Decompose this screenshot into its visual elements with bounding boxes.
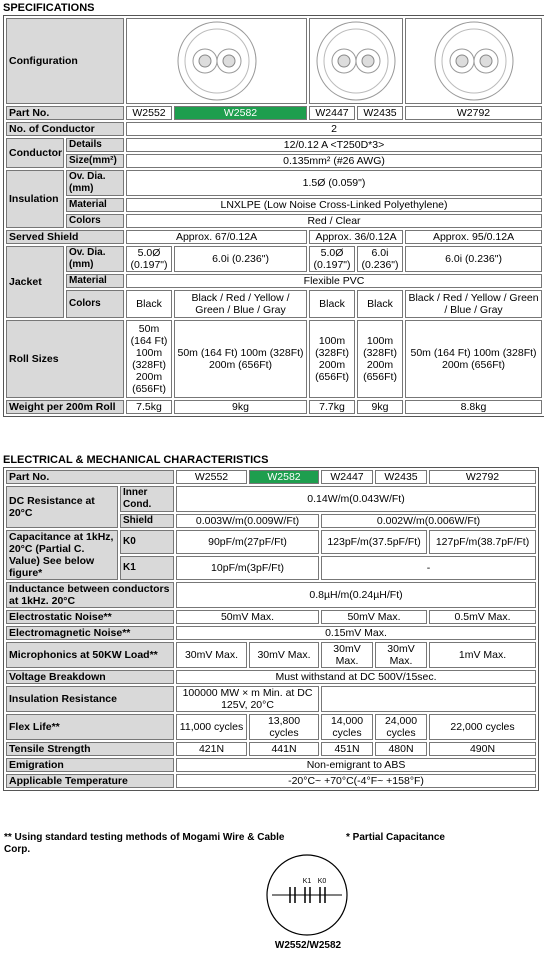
weight-value: 7.7kg xyxy=(309,400,355,414)
no-of-conductor-value: 2 xyxy=(126,122,542,136)
weight-value: 7.5kg xyxy=(126,400,172,414)
jacket-ov-dia: 6.0i (0.236") xyxy=(405,246,542,272)
voltage-breakdown-label: Voltage Breakdown xyxy=(6,670,174,684)
partial-capacitance-note: * Partial Capacitance xyxy=(346,832,445,843)
microphonics-value: 30mV Max. xyxy=(321,642,373,668)
jacket-ov-dia: 6.0i (0.236") xyxy=(174,246,307,272)
ov-dia-label: Ov. Dia. (mm) xyxy=(66,170,124,196)
inner-cond-label: Inner Cond. xyxy=(120,486,174,512)
tensile-strength-value: 421N xyxy=(176,742,247,756)
part-no-highlighted: W2582 xyxy=(174,106,307,120)
weight-value: 9kg xyxy=(357,400,403,414)
part-no: W2552 xyxy=(126,106,172,120)
electrostatic-noise-value: 50mV Max. xyxy=(321,610,427,624)
applicable-temperature-value: -20°C~ +70°C(-4°F~ +158°F) xyxy=(176,774,536,788)
flex-life-value: 11,000 cycles xyxy=(176,714,247,740)
cable-cross-section-image xyxy=(309,18,403,104)
jacket-colors: Black xyxy=(309,290,355,318)
tensile-strength-value: 480N xyxy=(375,742,427,756)
jacket-material: Flexible PVC xyxy=(126,274,542,288)
capacitance-diagram xyxy=(262,852,352,938)
capacitance-label: Capacitance at 1kHz, 20°C (Partial C. Value) See below figure* xyxy=(6,530,118,580)
insulation-material: LNXLPE (Low Noise Cross-Linked Polyethylene) xyxy=(126,198,542,212)
part-no-label: Part No. xyxy=(6,470,174,484)
part-no: W2435 xyxy=(357,106,403,120)
configuration-label: Configuration xyxy=(6,18,124,104)
tensile-strength-value: 490N xyxy=(429,742,536,756)
served-shield-label: Served Shield xyxy=(6,230,124,244)
colors-label: Colors xyxy=(66,214,124,228)
shield-label: Shield xyxy=(120,514,174,528)
jacket-ov-dia: 5.0Ø (0.197") xyxy=(126,246,172,272)
cable-cross-section-image xyxy=(405,18,542,104)
emigration-label: Emigration xyxy=(6,758,174,772)
voltage-breakdown-value: Must withstand at DC 500V/15sec. xyxy=(176,670,536,684)
microphonics-value: 1mV Max. xyxy=(429,642,536,668)
specifications-title: SPECIFICATIONS xyxy=(3,2,95,14)
dc-resistance-label: DC Resistance at 20°C xyxy=(6,486,118,528)
k1-label: K1 xyxy=(120,556,174,580)
roll-sizes-value: 50m (164 Ft) 100m (328Ft) 200m (656Ft) xyxy=(405,320,542,398)
material-label: Material xyxy=(66,198,124,212)
material-label: Material xyxy=(66,274,124,288)
jacket-ov-dia: 5.0Ø (0.197") xyxy=(309,246,355,272)
tensile-strength-value: 441N xyxy=(249,742,319,756)
electrical-title: ELECTRICAL & MECHANICAL CHARACTERISTICS xyxy=(3,454,269,466)
emigration-value: Non-emigrant to ABS xyxy=(176,758,536,772)
electrostatic-noise-label: Electrostatic Noise** xyxy=(6,610,174,624)
served-shield-value: Approx. 95/0.12A xyxy=(405,230,542,244)
flex-life-value: 22,000 cycles xyxy=(429,714,536,740)
inductance-label: Inductance between conductors at 1kHz. 20°C xyxy=(6,582,174,608)
microphonics-value: 30mV Max. xyxy=(375,642,427,668)
specifications-table xyxy=(3,15,544,417)
jacket-ov-dia: 6.0i (0.236") xyxy=(357,246,403,272)
testing-note: ** Using standard testing methods of Mogami Wire & Cable Corp. xyxy=(4,832,285,855)
microphonics-value: 30mV Max. xyxy=(176,642,247,668)
insulation-label: Insulation xyxy=(6,170,64,228)
conductor-label: Conductor xyxy=(6,138,64,168)
part-no-label: Part No. xyxy=(6,106,124,120)
k1-value: 10pF/m(3pF/Ft) xyxy=(176,556,319,580)
served-shield-value: Approx. 67/0.12A xyxy=(126,230,307,244)
applicable-temperature-label: Applicable Temperature xyxy=(6,774,174,788)
shield-value: 0.002W/m(0.006W/Ft) xyxy=(321,514,536,528)
colors-label: Colors xyxy=(66,290,124,318)
weight-label: Weight per 200m Roll xyxy=(6,400,124,414)
jacket-colors: Black / Red / Yellow / Green / Blue / Gray xyxy=(405,290,542,318)
k1-value: - xyxy=(321,556,536,580)
electrostatic-noise-value: 50mV Max. xyxy=(176,610,319,624)
k0-mark: K0 xyxy=(317,878,327,885)
size-value: 0.135mm² (#26 AWG) xyxy=(126,154,542,168)
insulation-colors: Red / Clear xyxy=(126,214,542,228)
shield-value: 0.003W/m(0.009W/Ft) xyxy=(176,514,319,528)
electrostatic-noise-value: 0.5mV Max. xyxy=(429,610,536,624)
electromagnetic-noise-label: Electromagnetic Noise** xyxy=(6,626,174,640)
part-no: W2447 xyxy=(321,470,373,484)
part-no: W2792 xyxy=(405,106,542,120)
tensile-strength-label: Tensile Strength xyxy=(6,742,174,756)
microphonics-value: 30mV Max. xyxy=(249,642,319,668)
roll-sizes-value: 100m (328Ft) 200m (656Ft) xyxy=(309,320,355,398)
k0-value: 123pF/m(37.5pF/Ft) xyxy=(321,530,427,554)
roll-sizes-value: 100m (328Ft) 200m (656Ft) xyxy=(357,320,403,398)
diagram-caption: W2552/W2582 xyxy=(274,940,342,951)
electromagnetic-noise-value: 0.15mV Max. xyxy=(176,626,536,640)
part-no: W2435 xyxy=(375,470,427,484)
k0-value: 90pF/m(27pF/Ft) xyxy=(176,530,319,554)
served-shield-value: Approx. 36/0.12A xyxy=(309,230,403,244)
insulation-ov-dia: 1.5Ø (0.059") xyxy=(126,170,542,196)
ov-dia-label: Ov. Dia. (mm) xyxy=(66,246,124,272)
flex-life-value: 24,000 cycles xyxy=(375,714,427,740)
inner-cond-value: 0.14W/m(0.043W/Ft) xyxy=(176,486,536,512)
inductance-value: 0.8µH/m(0.24µH/Ft) xyxy=(176,582,536,608)
part-no-highlighted: W2582 xyxy=(249,470,319,484)
details-label: Details xyxy=(66,138,124,152)
cable-cross-section-image xyxy=(126,18,307,104)
roll-sizes-value: 50m (164 Ft) 100m (328Ft) 200m (656Ft) xyxy=(126,320,172,398)
jacket-label: Jacket xyxy=(6,246,64,318)
part-no: W2552 xyxy=(176,470,247,484)
k0-label: K0 xyxy=(120,530,174,554)
insulation-resistance-label: Insulation Resistance xyxy=(6,686,174,712)
roll-sizes-label: Roll Sizes xyxy=(6,320,124,398)
k0-value: 127pF/m(38.7pF/Ft) xyxy=(429,530,536,554)
tensile-strength-value: 451N xyxy=(321,742,373,756)
flex-life-value: 13,800 cycles xyxy=(249,714,319,740)
k1-mark: K1 xyxy=(302,878,312,885)
weight-value: 8.8kg xyxy=(405,400,542,414)
no-of-conductor-label: No. of Conductor xyxy=(6,122,124,136)
microphonics-label: Microphonics at 50KW Load** xyxy=(6,642,174,668)
jacket-colors: Black xyxy=(126,290,172,318)
flex-life-label: Flex Life** xyxy=(6,714,174,740)
details-value: 12/0.12 A <T250D*3> xyxy=(126,138,542,152)
part-no: W2792 xyxy=(429,470,536,484)
electrical-table xyxy=(3,467,539,791)
roll-sizes-value: 50m (164 Ft) 100m (328Ft) 200m (656Ft) xyxy=(174,320,307,398)
weight-value: 9kg xyxy=(174,400,307,414)
flex-life-value: 14,000 cycles xyxy=(321,714,373,740)
part-no: W2447 xyxy=(309,106,355,120)
size-label: Size(mm²) xyxy=(66,154,124,168)
insulation-resistance-value: 100000 MW × m Min. at DC 125V, 20°C xyxy=(176,686,319,712)
jacket-colors: Black / Red / Yellow / Green / Blue / Gray xyxy=(174,290,307,318)
insulation-resistance-empty xyxy=(321,686,536,712)
jacket-colors: Black xyxy=(357,290,403,318)
